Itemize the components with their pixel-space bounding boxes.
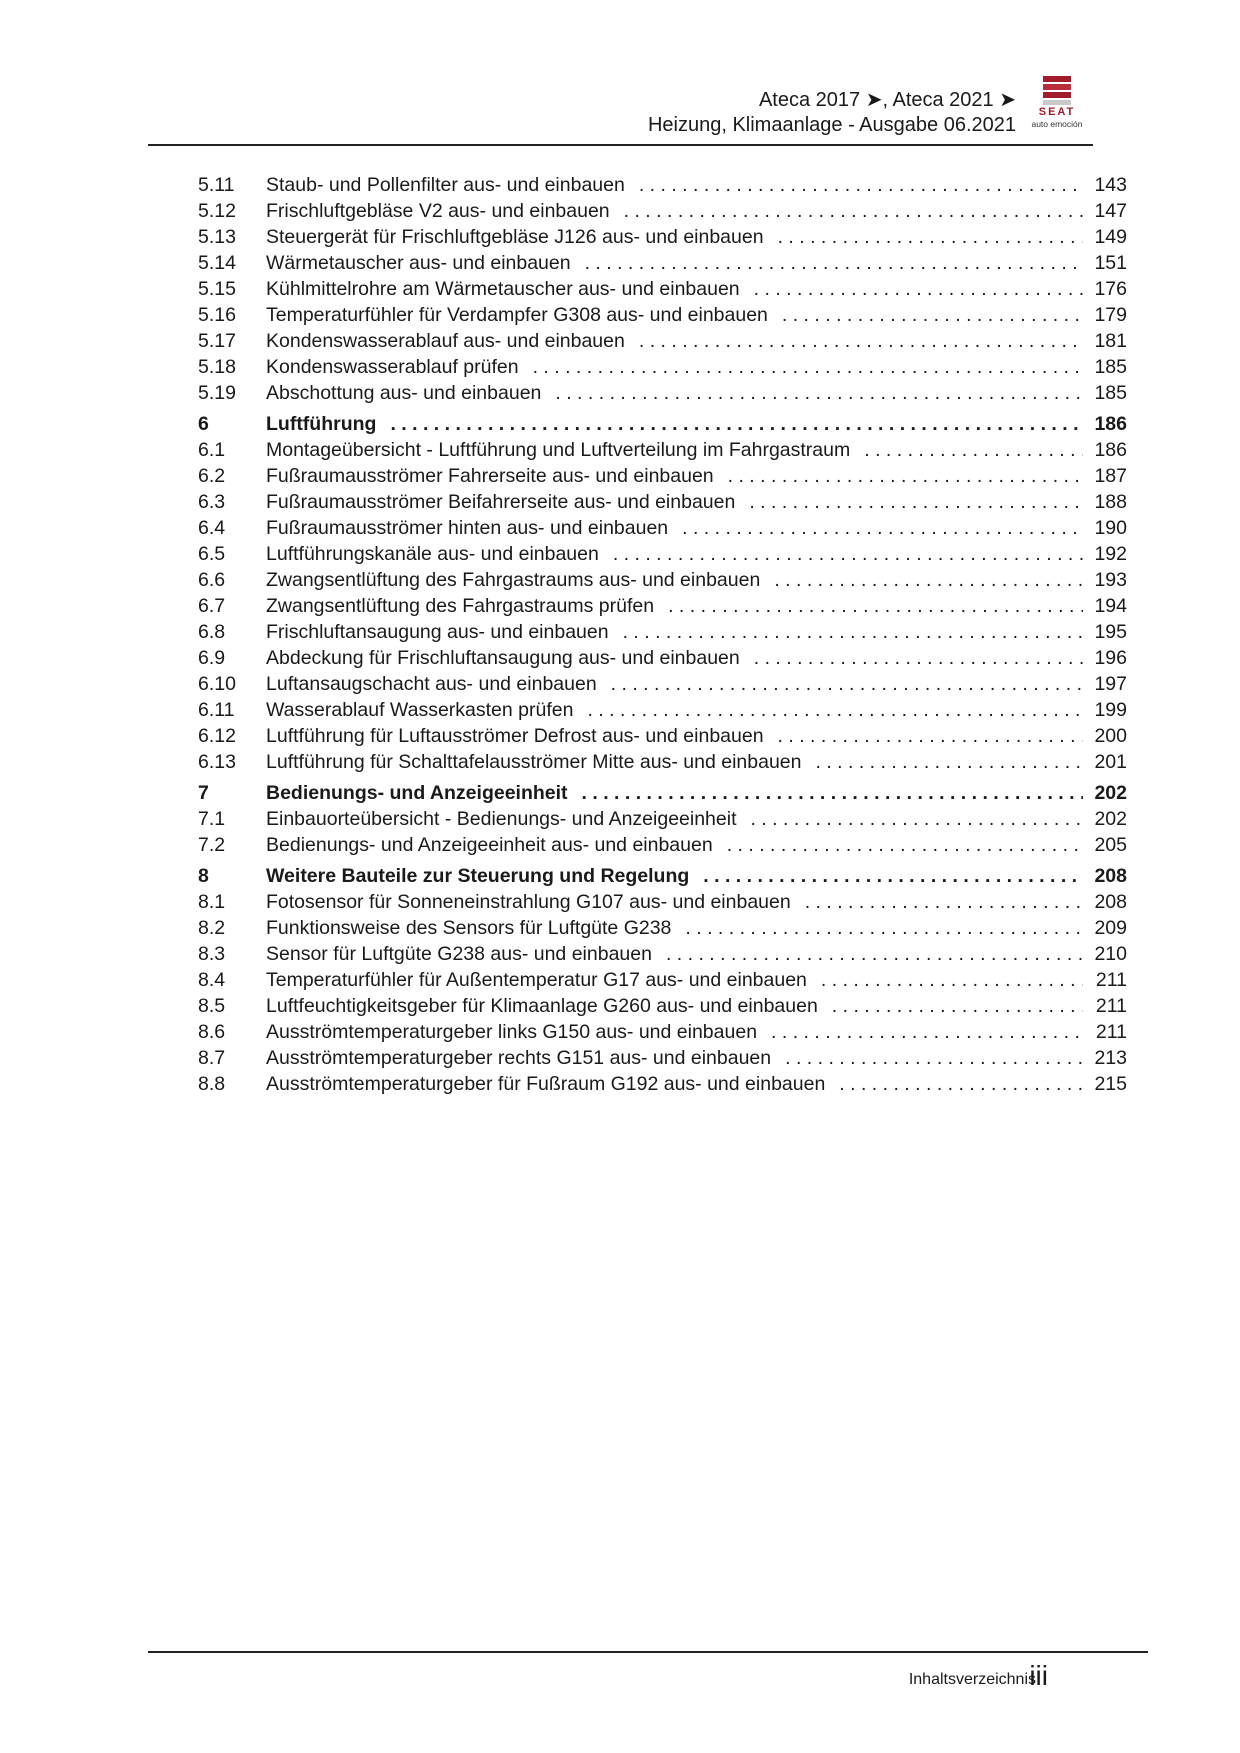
- toc-entry-row[interactable]: [198, 356, 1127, 382]
- toc-dot-leader: [668, 595, 1083, 618]
- table-of-contents: [198, 174, 1127, 1099]
- toc-dot-leader: [666, 943, 1083, 966]
- toc-entry-page[interactable]: 202: [1094, 808, 1127, 830]
- toc-entry-row[interactable]: [198, 621, 1127, 647]
- toc-dot-leader: [774, 569, 1083, 592]
- toc-entry-row[interactable]: [198, 491, 1127, 517]
- toc-dot-leader: [832, 995, 1083, 1018]
- toc-entry-row[interactable]: [198, 465, 1127, 491]
- toc-dot-leader: [623, 621, 1083, 644]
- toc-entry-title[interactable]: Frischluftgebläse V2 aus- und einbauen: [266, 200, 610, 222]
- toc-entry-page[interactable]: 187: [1094, 465, 1127, 487]
- toc-entry-number: 8.1: [198, 891, 226, 913]
- toc-entry-number: 6.3: [198, 491, 226, 513]
- toc-dot-leader: [749, 491, 1083, 514]
- toc-dot-leader: [639, 174, 1083, 197]
- toc-entry-number: 5.17: [198, 330, 236, 352]
- toc-entry-row[interactable]: [198, 304, 1127, 330]
- toc-dot-leader: [533, 356, 1083, 379]
- toc-entry-title[interactable]: Luftführung für Luftausströmer Defrost aus- und einbauen: [266, 725, 764, 747]
- toc-entry-page[interactable]: 185: [1094, 356, 1127, 378]
- toc-dot-leader: [771, 1021, 1083, 1044]
- toc-entry-title[interactable]: Temperaturfühler für Außentemperatur G17 aus- und einbauen: [266, 969, 807, 991]
- toc-entry-row[interactable]: [198, 200, 1127, 226]
- header-text: [648, 88, 1016, 138]
- toc-entry-page[interactable]: 201: [1094, 751, 1127, 773]
- toc-entry-title[interactable]: Fußraumausströmer Fahrerseite aus- und einbauen: [266, 465, 714, 487]
- toc-entry-row[interactable]: [198, 517, 1127, 543]
- toc-entry-row[interactable]: [198, 382, 1127, 408]
- toc-dot-leader: [624, 200, 1083, 223]
- toc-entry-row[interactable]: [198, 1021, 1127, 1047]
- toc-entry-number: 6.4: [198, 517, 226, 539]
- logo-tagline: auto emoción: [1031, 119, 1083, 129]
- toc-entry-row[interactable]: [198, 699, 1127, 725]
- toc-entry-number: 5.15: [198, 278, 236, 300]
- toc-entry-title[interactable]: Luftführungskanäle aus- und einbauen: [266, 543, 599, 565]
- toc-entry-page[interactable]: 196: [1094, 647, 1127, 669]
- toc-entry-page[interactable]: 190: [1094, 517, 1127, 539]
- toc-entry-page[interactable]: 149: [1094, 226, 1127, 248]
- toc-entry-row[interactable]: [198, 834, 1127, 860]
- toc-entry-number: 6.11: [198, 699, 235, 721]
- toc-dot-leader: [390, 413, 1083, 436]
- toc-entry-page[interactable]: 195: [1094, 621, 1127, 643]
- toc-entry-title[interactable]: Ausströmtemperaturgeber rechts G151 aus- und einbauen: [266, 1047, 772, 1069]
- toc-entry-row[interactable]: [198, 673, 1127, 699]
- toc-entry-number: 5.18: [198, 356, 236, 378]
- toc-entry-number: 6.5: [198, 543, 226, 565]
- toc-entry-page[interactable]: 211: [1095, 1021, 1127, 1043]
- toc-entry-title[interactable]: Luftführung für Schalttafelausströmer Mitte aus- und einbauen: [266, 751, 802, 773]
- toc-entry-row[interactable]: [198, 174, 1127, 200]
- toc-dot-leader: [839, 1073, 1083, 1096]
- toc-dot-leader: [751, 808, 1084, 831]
- toc-dot-leader: [727, 834, 1083, 857]
- toc-entry-page[interactable]: 211: [1095, 969, 1127, 991]
- toc-entry-page[interactable]: 143: [1094, 174, 1127, 196]
- seat-logo: [1021, 74, 1093, 132]
- toc-entry-number: 8.8: [198, 1073, 226, 1095]
- header-model-line: Ateca 2017 ➤, Ateca 2021 ➤: [758, 89, 1016, 111]
- toc-dot-leader: [778, 725, 1083, 748]
- footer-section-label: Inhaltsverzeichnis: [908, 1671, 1036, 1688]
- toc-entry-row[interactable]: [198, 439, 1127, 465]
- toc-dot-leader: [587, 699, 1083, 722]
- toc-entry-number: 6.2: [198, 465, 226, 487]
- logo-wordmark: SEAT: [1038, 106, 1076, 118]
- toc-entry-page[interactable]: 151: [1094, 252, 1127, 274]
- toc-entry-row[interactable]: [198, 891, 1127, 917]
- toc-dot-leader: [778, 226, 1083, 249]
- toc-entry-row[interactable]: [198, 252, 1127, 278]
- toc-entry-page[interactable]: 199: [1094, 699, 1127, 721]
- toc-entry-page[interactable]: 181: [1094, 330, 1127, 352]
- toc-entry-number: 8.2: [198, 917, 226, 939]
- toc-entry-row[interactable]: [198, 595, 1127, 621]
- toc-entry-number: 7.1: [198, 808, 226, 830]
- toc-entry-title[interactable]: Einbauorteübersicht - Bedienungs- und Anzeigeeinheit: [266, 808, 737, 830]
- toc-entry-number: 8.3: [198, 943, 226, 965]
- toc-entry-title[interactable]: Kondenswasserablauf prüfen: [266, 356, 519, 378]
- toc-chapter-row[interactable]: [198, 865, 1127, 891]
- toc-entry-row[interactable]: [198, 1047, 1127, 1073]
- toc-entry-number: 5.19: [198, 382, 236, 404]
- toc-dot-leader: [821, 969, 1083, 992]
- toc-entry-title[interactable]: Ausströmtemperaturgeber links G150 aus- und einbauen: [266, 1021, 758, 1043]
- toc-entry-number: 6.10: [198, 673, 236, 695]
- toc-entry-title[interactable]: Abschottung aus- und einbauen: [266, 382, 542, 404]
- toc-entry-page[interactable]: 197: [1094, 673, 1127, 695]
- toc-entry-page[interactable]: 176: [1094, 278, 1127, 300]
- toc-entry-page[interactable]: 186: [1094, 413, 1127, 435]
- toc-entry-title[interactable]: Weitere Bauteile zur Steuerung und Regelung: [266, 865, 690, 887]
- toc-dot-leader: [815, 751, 1083, 774]
- toc-entry-page[interactable]: 200: [1094, 725, 1127, 747]
- toc-dot-leader: [805, 891, 1083, 914]
- toc-entry-page[interactable]: 209: [1094, 917, 1127, 939]
- toc-entry-title[interactable]: Fotosensor für Sonneneinstrahlung G107 aus- und einbauen: [266, 891, 791, 913]
- toc-entry-row[interactable]: [198, 725, 1127, 751]
- toc-entry-page[interactable]: 208: [1094, 891, 1127, 913]
- toc-entry-page[interactable]: 202: [1094, 782, 1127, 804]
- toc-entry-title[interactable]: Luftansaugschacht aus- und einbauen: [266, 673, 597, 695]
- toc-entry-number: 6: [198, 413, 209, 435]
- toc-entry-page[interactable]: 205: [1094, 834, 1127, 856]
- toc-entry-title[interactable]: Abdeckung für Frischluftansaugung aus- und einbauen: [266, 647, 740, 669]
- toc-entry-page[interactable]: 188: [1094, 491, 1127, 513]
- toc-entry-row[interactable]: [198, 543, 1127, 569]
- toc-chapter-row[interactable]: [198, 782, 1127, 808]
- toc-dot-leader: [639, 330, 1083, 353]
- toc-entry-title[interactable]: Luftfeuchtigkeitsgeber für Klimaanlage G260 aus- und einbauen: [266, 995, 818, 1017]
- toc-chapter-row[interactable]: [198, 413, 1127, 439]
- header-manual-title: Heizung, Klimaanlage - Ausgabe 06.2021: [647, 114, 1016, 136]
- page-header: [148, 78, 1093, 146]
- toc-entry-number: 8.4: [198, 969, 226, 991]
- toc-entry-title[interactable]: Steuergerät für Frischluftgebläse J126 aus- und einbauen: [266, 226, 764, 248]
- toc-entry-page[interactable]: 210: [1094, 943, 1127, 965]
- toc-entry-page[interactable]: 147: [1094, 200, 1127, 222]
- toc-entry-number: 5.14: [198, 252, 236, 274]
- toc-entry-number: 5.11: [198, 174, 235, 196]
- toc-entry-title[interactable]: Bedienungs- und Anzeigeeinheit aus- und einbauen: [266, 834, 713, 856]
- toc-entry-title[interactable]: Ausströmtemperaturgeber für Fußraum G192 aus- und einbauen: [266, 1073, 826, 1095]
- toc-entry-title[interactable]: Kondenswasserablauf aus- und einbauen: [266, 330, 625, 352]
- toc-entry-title[interactable]: Wasserablauf Wasserkasten prüfen: [266, 699, 574, 721]
- page-footer: [148, 1651, 1148, 1691]
- toc-entry-page[interactable]: 186: [1094, 439, 1127, 461]
- toc-entry-row[interactable]: [198, 330, 1127, 356]
- toc-dot-leader: [611, 673, 1083, 696]
- toc-entry-title[interactable]: Kühlmittelrohre am Wärmetauscher aus- und einbauen: [266, 278, 740, 300]
- toc-entry-number: 5.16: [198, 304, 236, 326]
- toc-entry-title[interactable]: Zwangsentlüftung des Fahrgastraums prüfen: [266, 595, 655, 617]
- toc-entry-page[interactable]: 215: [1094, 1073, 1127, 1095]
- toc-entry-row[interactable]: [198, 278, 1127, 304]
- toc-entry-number: 8: [198, 865, 209, 887]
- toc-dot-leader: [613, 543, 1083, 566]
- toc-entry-page[interactable]: 185: [1094, 382, 1127, 404]
- toc-entry-row[interactable]: [198, 751, 1127, 777]
- toc-entry-number: 5.13: [198, 226, 236, 248]
- toc-entry-number: 6.1: [198, 439, 226, 461]
- toc-entry-number: 8.5: [198, 995, 226, 1017]
- toc-dot-leader: [754, 278, 1083, 301]
- toc-entry-row[interactable]: [198, 647, 1127, 673]
- toc-entry-title[interactable]: Luftführung: [266, 413, 377, 435]
- toc-entry-row[interactable]: [198, 808, 1127, 834]
- footer-page-number: iii: [1029, 1660, 1048, 1691]
- toc-entry-number: 6.12: [198, 725, 236, 747]
- toc-dot-leader: [685, 917, 1083, 940]
- seat-emblem-icon: [1021, 74, 1093, 108]
- toc-entry-number: 5.12: [198, 200, 236, 222]
- toc-entry-title[interactable]: Bedienungs- und Anzeigeeinheit: [266, 782, 568, 804]
- toc-entry-title[interactable]: Temperaturfühler für Verdampfer G308 aus- und einbauen: [266, 304, 768, 326]
- toc-entry-title[interactable]: Frischluftansaugung aus- und einbauen: [266, 621, 609, 643]
- toc-dot-leader: [585, 252, 1083, 275]
- toc-entry-page[interactable]: 208: [1094, 865, 1127, 887]
- toc-dot-leader: [785, 1047, 1083, 1070]
- toc-entry-number: 7.2: [198, 834, 226, 856]
- toc-entry-title[interactable]: Montageübersicht - Luftführung und Luftverteilung im Fahrgastraum: [266, 439, 851, 461]
- toc-entry-number: 8.6: [198, 1021, 226, 1043]
- toc-entry-number: 7: [198, 782, 209, 804]
- toc-entry-row[interactable]: [198, 969, 1127, 995]
- toc-entry-page[interactable]: 211: [1095, 995, 1127, 1017]
- toc-entry-title[interactable]: Zwangsentlüftung des Fahrgastraums aus- und einbauen: [266, 569, 761, 591]
- toc-entry-title[interactable]: Wärmetauscher aus- und einbauen: [266, 252, 571, 274]
- toc-dot-leader: [682, 517, 1083, 540]
- toc-entry-page[interactable]: 179: [1094, 304, 1127, 326]
- toc-dot-leader: [864, 439, 1083, 462]
- toc-entry-row[interactable]: [198, 226, 1127, 252]
- toc-entry-number: 6.13: [198, 751, 236, 773]
- toc-entry-row[interactable]: [198, 917, 1127, 943]
- toc-entry-row[interactable]: [198, 569, 1127, 595]
- toc-dot-leader: [754, 647, 1083, 670]
- toc-entry-number: 6.8: [198, 621, 226, 643]
- toc-dot-leader: [703, 865, 1083, 888]
- toc-entry-title[interactable]: Staub- und Pollenfilter aus- und einbauen: [266, 174, 625, 196]
- toc-dot-leader: [582, 782, 1083, 805]
- toc-entry-page[interactable]: 193: [1094, 569, 1127, 591]
- toc-entry-number: 6.6: [198, 569, 226, 591]
- toc-entry-title[interactable]: Fußraumausströmer Beifahrerseite aus- und einbauen: [266, 491, 736, 513]
- toc-entry-title[interactable]: Sensor für Luftgüte G238 aus- und einbauen: [266, 943, 652, 965]
- toc-entry-title[interactable]: Funktionsweise des Sensors für Luftgüte G238: [266, 917, 672, 939]
- toc-entry-page[interactable]: 192: [1094, 543, 1127, 565]
- toc-entry-page[interactable]: 213: [1094, 1047, 1127, 1069]
- toc-entry-number: 6.9: [198, 647, 226, 669]
- toc-entry-title[interactable]: Fußraumausströmer hinten aus- und einbauen: [266, 517, 669, 539]
- toc-entry-row[interactable]: [198, 995, 1127, 1021]
- toc-entry-row[interactable]: [198, 943, 1127, 969]
- toc-entry-row[interactable]: [198, 1073, 1127, 1099]
- toc-entry-number: 6.7: [198, 595, 226, 617]
- toc-entry-page[interactable]: 194: [1094, 595, 1127, 617]
- toc-dot-leader: [555, 382, 1083, 405]
- toc-entry-number: 8.7: [198, 1047, 226, 1069]
- toc-dot-leader: [782, 304, 1083, 327]
- toc-dot-leader: [728, 465, 1083, 488]
